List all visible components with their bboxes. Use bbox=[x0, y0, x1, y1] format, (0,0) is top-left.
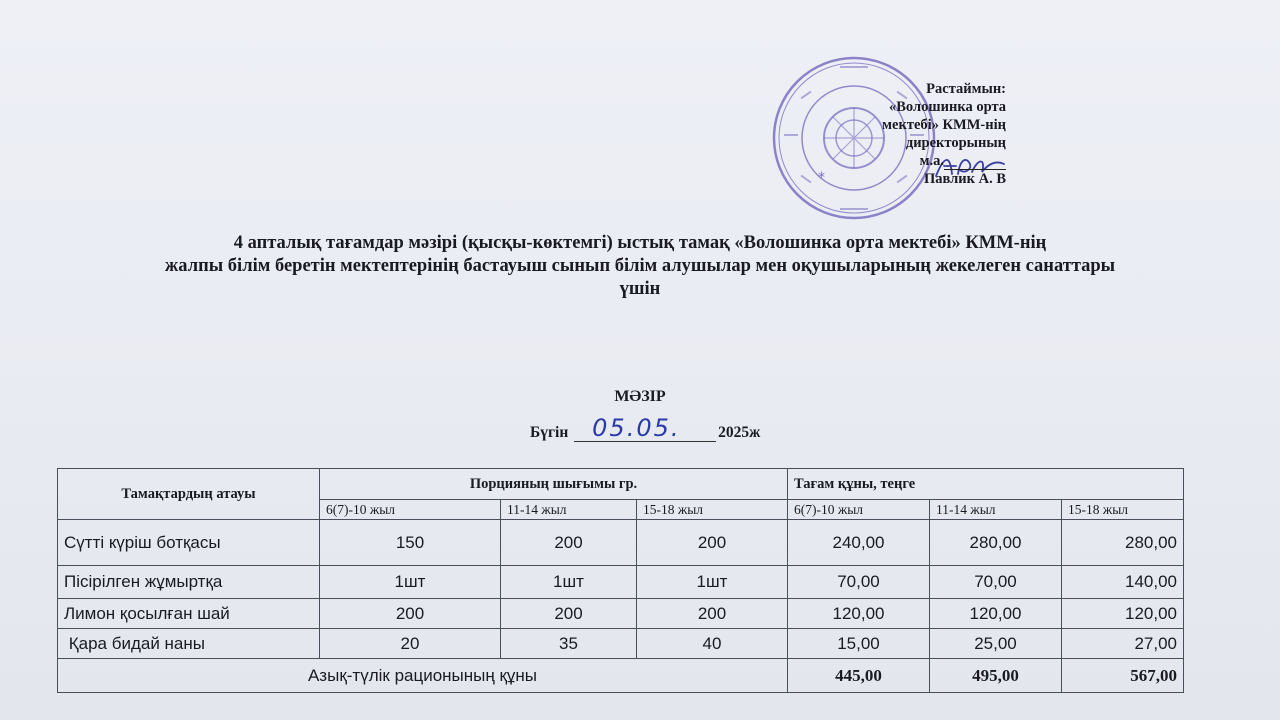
portion-cell: 200 bbox=[637, 520, 788, 566]
portion-cell: 35 bbox=[501, 629, 637, 659]
table-row bbox=[58, 520, 1184, 566]
table-row bbox=[58, 629, 1184, 659]
cost-cell: 27,00 bbox=[1062, 629, 1184, 659]
total-cost-cell: 495,00 bbox=[930, 659, 1062, 693]
dish-name-cell: Пісірілген жұмыртқа bbox=[58, 566, 320, 599]
portion-cell: 150 bbox=[320, 520, 501, 566]
portion-cell: 200 bbox=[637, 599, 788, 629]
approval-director-name: Павлик А. В bbox=[923, 171, 1006, 187]
approval-acting-label: м.а. bbox=[919, 153, 944, 169]
age-group-cell: 11-14 жыл bbox=[930, 500, 1062, 520]
cost-cell: 70,00 bbox=[788, 566, 930, 599]
portion-cell: 200 bbox=[320, 599, 501, 629]
age-group-cell: 6(7)-10 жыл bbox=[320, 500, 501, 520]
handwritten-date: 05.05. bbox=[592, 414, 681, 442]
portion-cell: 200 bbox=[501, 520, 637, 566]
total-cost-cell: 445,00 bbox=[788, 659, 930, 693]
cost-cell: 280,00 bbox=[930, 520, 1062, 566]
age-group-cell: 11-14 жыл bbox=[501, 500, 637, 520]
signature-line bbox=[944, 155, 1006, 170]
date-line bbox=[530, 414, 761, 442]
table-header-row bbox=[58, 469, 1184, 500]
approval-line bbox=[846, 152, 1006, 170]
cost-cell: 70,00 bbox=[930, 566, 1062, 599]
approval-block bbox=[846, 80, 1006, 188]
table-row bbox=[58, 599, 1184, 629]
approval-line: Растаймын: bbox=[926, 81, 1006, 97]
portion-cell: 200 bbox=[501, 599, 637, 629]
dish-name-cell: Лимон қосылған шай bbox=[58, 599, 320, 629]
portion-cell: 20 bbox=[320, 629, 501, 659]
table-row bbox=[58, 566, 1184, 599]
title-line: үшін bbox=[619, 279, 661, 299]
age-group-cell: 15-18 жыл bbox=[1062, 500, 1184, 520]
cost-cell: 120,00 bbox=[930, 599, 1062, 629]
portion-cell: 1шт bbox=[501, 566, 637, 599]
age-group-cell: 6(7)-10 жыл bbox=[788, 500, 930, 520]
cost-cell: 240,00 bbox=[788, 520, 930, 566]
total-label: Азық-түлік рационының құны bbox=[58, 659, 788, 693]
approval-line: «Волошинка орта bbox=[889, 99, 1006, 115]
dish-name-cell: Қара бидай наны bbox=[58, 629, 320, 659]
cost-cell: 15,00 bbox=[788, 629, 930, 659]
portion-cell: 40 bbox=[637, 629, 788, 659]
date-blank bbox=[574, 414, 716, 442]
menu-heading: МӘЗІР bbox=[614, 388, 666, 405]
dish-name-cell: Сүтті күріш ботқасы bbox=[58, 520, 320, 566]
age-group-cell: 15-18 жыл bbox=[637, 500, 788, 520]
cost-cell: 280,00 bbox=[1062, 520, 1184, 566]
total-cost-cell: 567,00 bbox=[1062, 659, 1184, 693]
cost-cell: 120,00 bbox=[788, 599, 930, 629]
title-line: 4 апталық тағамдар мәзірі (қысқы-көктемгі) ыстық тамақ «Волошинка орта мектебі» КММ-нің bbox=[233, 233, 1047, 253]
svg-text:*: * bbox=[818, 170, 825, 186]
menu-table bbox=[57, 468, 1184, 693]
approval-line: мектебі» КММ-нің bbox=[882, 117, 1006, 133]
date-suffix: 2025ж bbox=[718, 424, 761, 441]
header-portion: Порцияның шығымы гр. bbox=[320, 469, 788, 500]
cost-cell: 120,00 bbox=[1062, 599, 1184, 629]
header-dish-name: Тамақтардың атауы bbox=[58, 469, 320, 520]
header-cost: Тағам құны, теңге bbox=[788, 469, 1184, 500]
cost-cell: 25,00 bbox=[930, 629, 1062, 659]
document-title bbox=[40, 232, 1240, 301]
title-line: жалпы білім беретін мектептерінің бастауыш сынып білім алушылар мен оқушыларының жекелеген санаттары bbox=[164, 256, 1116, 276]
date-prefix: Бүгін bbox=[530, 424, 569, 441]
cost-cell: 140,00 bbox=[1062, 566, 1184, 599]
table-total-row bbox=[58, 659, 1184, 693]
approval-line: директорының bbox=[905, 135, 1006, 151]
portion-cell: 1шт bbox=[320, 566, 501, 599]
portion-cell: 1шт bbox=[637, 566, 788, 599]
